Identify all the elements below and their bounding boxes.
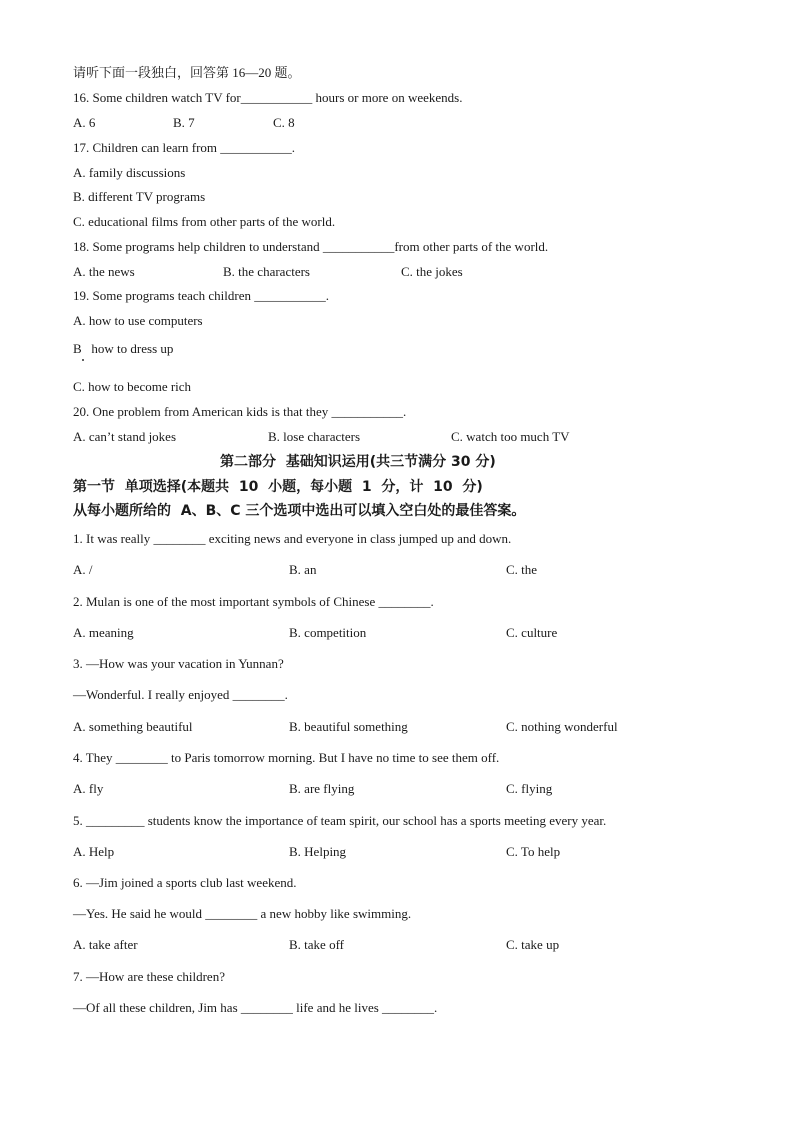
stray-dot-mark [82, 359, 84, 361]
mc-question-3-option-b: B. beautiful something [289, 719, 408, 734]
mc-question-6-response: —Yes. He said he would ________ a new hobby like swimming. [73, 906, 412, 921]
mc-question-2-option-b: B. competition [289, 625, 367, 640]
mc-question-1-stem: 1. It was really ________ exciting news and everyone in class jumped up and down. [73, 531, 512, 546]
mc-question-4-option-a: A. fly [73, 781, 104, 796]
mc-question-3-response: —Wonderful. I really enjoyed ________. [73, 687, 288, 702]
question-19-option-a: A. how to use computers [73, 313, 203, 328]
part-2-title: 第二部分 基础知识运用(共三节满分 30 分) [220, 454, 496, 470]
question-18-option-c: C. the jokes [401, 264, 463, 279]
question-20-stem: 20. One problem from American kids is that they ___________. [73, 404, 407, 419]
mc-question-2-option-c: C. culture [506, 625, 558, 640]
mc-question-4-option-c: C. flying [506, 781, 553, 796]
question-18-option-b: B. the characters [223, 264, 310, 279]
question-19-option-c: C. how to become rich [73, 379, 192, 394]
section-1-instruction: 从每小题所给的 A、B、C 三个选项中选出可以填入空白处的最佳答案。 [73, 503, 526, 519]
mc-question-4-option-b: B. are flying [289, 781, 355, 796]
mc-question-1-option-a: A. / [73, 562, 93, 577]
mc-question-5-option-a: A. Help [73, 844, 115, 859]
question-20-option-c: C. watch too much TV [451, 429, 570, 444]
question-19-option-b: B how to dress up [73, 341, 174, 356]
question-16-stem: 16. Some children watch TV for___________ hours or more on weekends. [73, 90, 463, 105]
question-17-stem: 17. Children can learn from ___________. [73, 140, 296, 155]
question-16-option-c: C. 8 [273, 115, 295, 130]
mc-question-3-option-c: C. nothing wonderful [506, 719, 618, 734]
question-17-option-c: C. educational films from other parts of the world. [73, 214, 336, 229]
mc-question-6-option-b: B. take off [289, 937, 344, 952]
question-19-stem: 19. Some programs teach children ___________. [73, 288, 329, 303]
mc-question-6-option-c: C. take up [506, 937, 560, 952]
listening-intro: 请听下面一段独白，回答第 16—20 题。 [73, 65, 301, 80]
mc-question-1-option-b: B. an [289, 562, 317, 577]
mc-question-6-stem: 6. —Jim joined a sports club last weekend. [73, 875, 297, 890]
mc-question-2-stem: 2. Mulan is one of the most important symbols of Chinese ________. [73, 594, 434, 609]
mc-question-7-stem: 7. —How are these children? [73, 969, 225, 984]
question-18-stem: 18. Some programs help children to understand ___________from other parts of the world. [73, 239, 549, 254]
question-17-option-a: A. family discussions [73, 165, 186, 180]
section-1-heading: 第一节 单项选择(本题共 10 小题，每小题 1 分，计 10 分) [73, 479, 483, 495]
mc-question-6-option-a: A. take after [73, 937, 138, 952]
question-20-option-a: A. can’t stand jokes [73, 429, 177, 444]
mc-question-1-option-c: C. the [506, 562, 538, 577]
mc-question-5-stem: 5. _________ students know the importance of team spirit, our school has a sports meeting every year. [73, 813, 607, 828]
mc-question-3-option-a: A. something beautiful [73, 719, 193, 734]
mc-question-4-stem: 4. They ________ to Paris tomorrow morning. But I have no time to see them off. [73, 750, 500, 765]
question-18-option-a: A. the news [73, 264, 135, 279]
question-17-option-b: B. different TV programs [73, 189, 206, 204]
mc-question-2-option-a: A. meaning [73, 625, 134, 640]
mc-question-5-option-b: B. Helping [289, 844, 347, 859]
mc-question-3-stem: 3. —How was your vacation in Yunnan? [73, 656, 284, 671]
question-20-option-b: B. lose characters [268, 429, 361, 444]
question-16-option-a: A. 6 [73, 115, 96, 130]
question-16-option-b: B. 7 [173, 115, 195, 130]
mc-question-7-response: —Of all these children, Jim has ________ life and he lives ________. [73, 1000, 438, 1015]
mc-question-5-option-c: C. To help [506, 844, 561, 859]
